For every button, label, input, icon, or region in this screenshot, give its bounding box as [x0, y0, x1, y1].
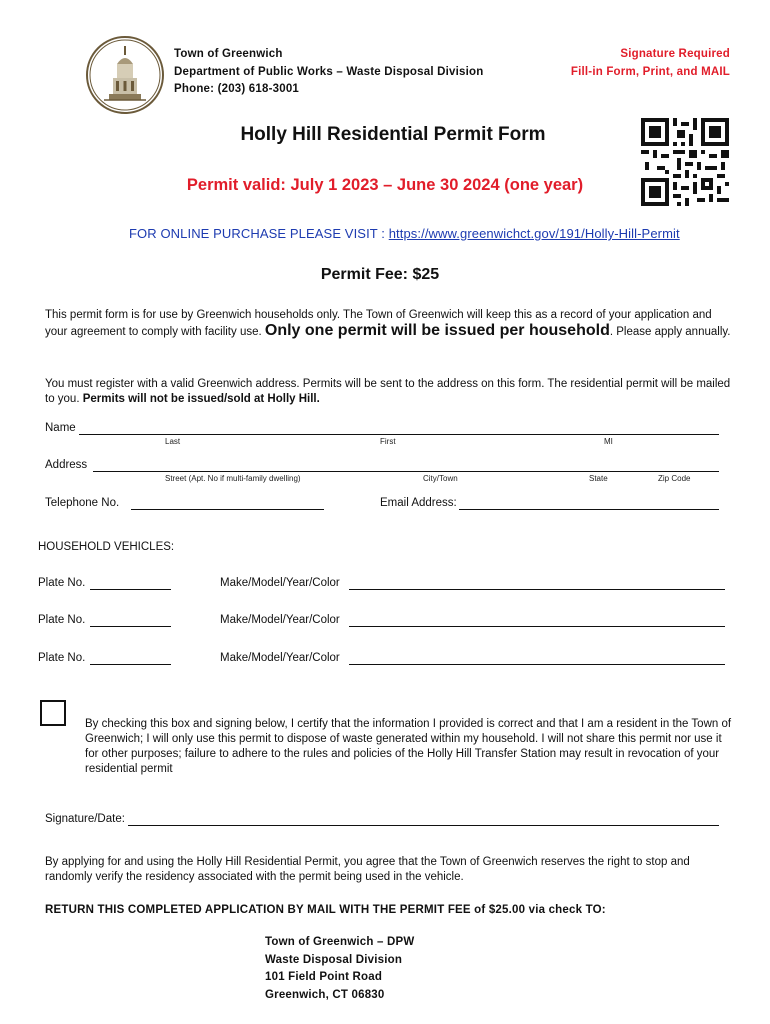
certify-text: By checking this box and signing below, I certify that the information I provided is correct and that I am a resident in the Town of Greenwich; I will only use this permit to dispose of waste generated within my household. I will not share this permit nor use it for other purposes; failure to adhere to the rules and policies of the Holly Hill Transfer Station may result in revocation of your residential permit: [85, 718, 732, 775]
email-input-line[interactable]: [459, 509, 719, 510]
plate-input-line-3[interactable]: [90, 664, 171, 665]
mailing-address-line-3: 101 Field Point Road: [265, 971, 383, 983]
name-input-line[interactable]: [79, 434, 719, 435]
make-label-3: Make/Model/Year/Color: [220, 652, 340, 664]
telephone-label: Telephone No.: [45, 497, 120, 509]
plate-label-3: Plate No.: [38, 652, 86, 664]
make-input-line-1[interactable]: [349, 589, 725, 590]
header-notice: [571, 46, 730, 81]
return-instructions: RETURN THIS COMPLETED APPLICATION BY MAIL WITH THE PERMIT FEE of $25.00 via check TO:: [45, 904, 606, 916]
address-label: Address: [45, 459, 88, 471]
register-paragraph: [45, 377, 735, 407]
town-seal-icon: [84, 34, 166, 116]
address-sub-zip: Zip Code: [658, 474, 691, 483]
address-sub-street: Street (Apt. No if multi-family dwelling): [165, 474, 301, 483]
plate-label-2: Plate No.: [38, 614, 86, 626]
address-sub-city: City/Town: [423, 474, 458, 483]
permit-valid-period: Permit valid: July 1 2023 – June 30 2024 (one year): [186, 176, 584, 194]
household-vehicles-heading: HOUSEHOLD VEHICLES:: [38, 541, 175, 553]
plate-label-1: Plate No.: [38, 577, 86, 589]
register-bold-text: Permits will not be issued/sold at Holly Hill.: [82, 393, 320, 405]
register-text: You must register with a valid Greenwich address. Permits will be sent to the address on this form. The residential permit will be mailed to you.: [45, 378, 731, 405]
mailing-address-line-4: Greenwich, CT 06830: [265, 988, 385, 1001]
plate-input-line-1[interactable]: [90, 589, 171, 590]
department-name: Department of Public Works – Waste Disposal Division: [174, 65, 484, 78]
header-block: [174, 46, 483, 99]
town-name: Town of Greenwich: [174, 48, 283, 60]
name-sub-first: First: [380, 437, 396, 446]
address-sub-state: State: [589, 474, 608, 483]
fill-in-notice: Fill-in Form, Print, and MAIL: [570, 65, 730, 78]
online-purchase-label: FOR ONLINE PURCHASE PLEASE VISIT :: [129, 226, 389, 241]
mailing-address-line-2: Waste Disposal Division: [265, 953, 403, 966]
signature-required-notice: Signature Required: [620, 48, 730, 60]
signature-date-input-line[interactable]: [128, 825, 719, 826]
intro-text: This permit form is for use by Greenwich households only. The Town of Greenwich will keep this as a record of your application and your agreement to comply with facility use.: [45, 309, 712, 338]
online-purchase-link[interactable]: https://www.greenwichct.gov/191/Holly-Hill-Permit: [388, 226, 680, 241]
make-label-1: Make/Model/Year/Color: [220, 577, 340, 589]
certify-checkbox[interactable]: [40, 700, 66, 726]
permit-fee: Permit Fee: $25: [320, 266, 440, 283]
intro-text-end: . Please apply annually.: [609, 326, 731, 338]
email-label: Email Address:: [380, 497, 457, 509]
form-title: Holly Hill Residential Permit Form: [240, 124, 546, 145]
name-sub-last: Last: [165, 437, 181, 446]
name-sub-mi: MI: [604, 437, 613, 446]
online-purchase-notice: [129, 226, 680, 241]
mailing-address: [265, 934, 414, 1004]
make-input-line-2[interactable]: [349, 626, 725, 627]
make-input-line-3[interactable]: [349, 664, 725, 665]
one-permit-emphasis: Only one permit will be issued per household: [264, 322, 610, 339]
intro-paragraph: [45, 308, 735, 340]
make-label-2: Make/Model/Year/Color: [220, 614, 340, 626]
name-label: Name: [45, 422, 76, 434]
address-input-line[interactable]: [93, 471, 719, 472]
agreement-paragraph: By applying for and using the Holly Hill Residential Permit, you agree that the Town of Greenwich reserves the right to stop and randomly verify the residency associated with the permit being used in the vehicle.: [45, 856, 690, 883]
plate-input-line-2[interactable]: [90, 626, 171, 627]
mailing-address-line-1: Town of Greenwich – DPW: [265, 936, 415, 948]
telephone-input-line[interactable]: [131, 509, 324, 510]
phone-number: Phone: (203) 618-3001: [174, 83, 300, 95]
signature-date-label: Signature/Date:: [45, 813, 125, 825]
